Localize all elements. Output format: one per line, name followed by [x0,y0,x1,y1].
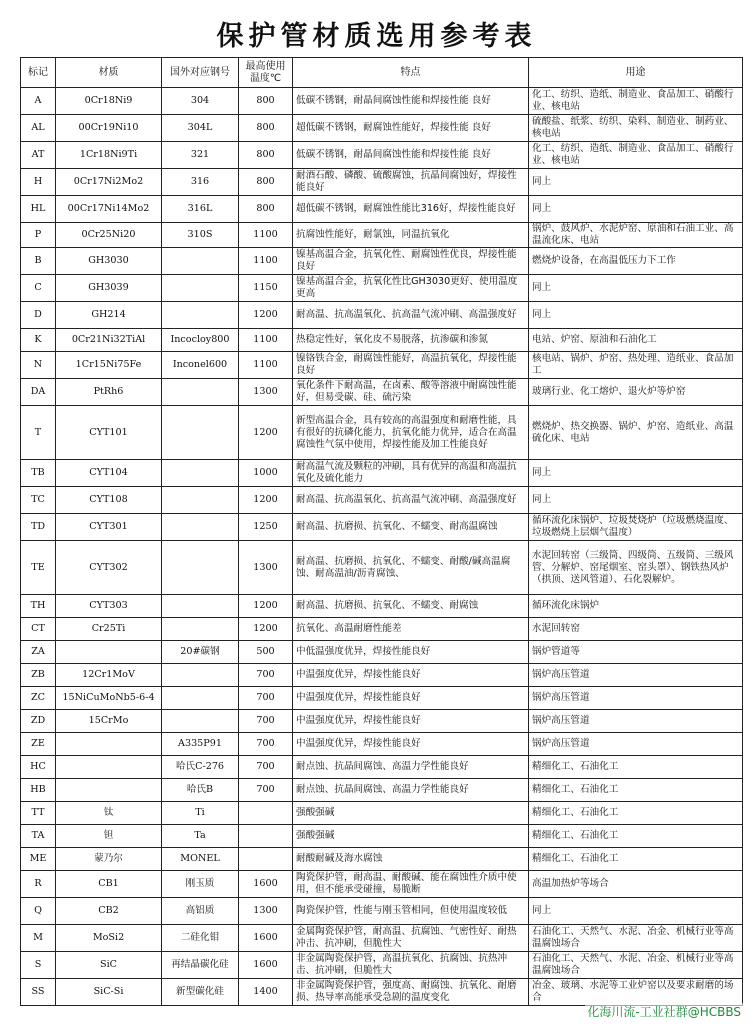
cell-features: 热稳定性好，氧化皮不易脱落，抗渗碳和渗氮 [293,329,529,352]
cell-temp: 1200 [239,618,293,641]
table-row [21,223,743,248]
cell-mark: HB [21,779,56,802]
table-row [21,379,743,406]
cell-foreign: Incocloy800 [162,329,239,352]
cell-foreign: MONEL [162,848,239,871]
cell-foreign [162,710,239,733]
table-row [21,710,743,733]
cell-usage: 精细化工、石油化工 [529,756,743,779]
header-mark: 标记 [21,58,56,88]
cell-features: 耐高温、抗磨损、抗氧化、不蠕变、耐高温腐蚀 [293,514,529,541]
header-features: 特点 [293,58,529,88]
cell-features: 中温强度优异，焊接性能良好 [293,664,529,687]
cell-temp: 700 [239,779,293,802]
cell-material: 00Cr19Ni10 [56,115,162,142]
table-row [21,248,743,275]
cell-features: 中低温强度优异，焊接性能良好 [293,641,529,664]
table-row [21,664,743,687]
cell-usage: 同上 [529,275,743,302]
table-row [21,169,743,196]
cell-temp: 700 [239,733,293,756]
table-row [21,641,743,664]
cell-features: 超低碳不锈钢，耐腐蚀性能好，焊接性能 良好 [293,115,529,142]
cell-foreign [162,664,239,687]
table-row [21,802,743,825]
table-row [21,302,743,329]
cell-foreign [162,406,239,460]
cell-foreign [162,460,239,487]
table-row [21,733,743,756]
cell-foreign: A335P91 [162,733,239,756]
cell-temp: 700 [239,756,293,779]
cell-usage: 燃烧炉设备，在高温低压力下工作 [529,248,743,275]
cell-temp [239,802,293,825]
cell-mark: AL [21,115,56,142]
cell-features: 中温强度优异，焊接性能良好 [293,733,529,756]
cell-usage: 核电站、锅炉、炉窑、热处理、造纸业、食品加工 [529,352,743,379]
cell-usage: 同上 [529,169,743,196]
cell-material: MoSi2 [56,925,162,952]
cell-temp: 1100 [239,223,293,248]
cell-features: 耐酒石酸、磷酸、硫酸腐蚀，抗晶间腐蚀好，焊接性能良好 [293,169,529,196]
cell-foreign: 刚玉质 [162,871,239,898]
cell-foreign [162,618,239,641]
cell-mark: TC [21,487,56,514]
cell-material: 1Cr18Ni9Ti [56,142,162,169]
watermark: 化海川流-工业社群@HCBBS [587,1005,741,1019]
cell-material: CYT302 [56,541,162,595]
cell-material: 12Cr1MoV [56,664,162,687]
cell-usage: 冶金、玻璃、水泥等工业炉窑以及要求耐磨的场合 [529,979,743,1006]
cell-mark: S [21,952,56,979]
cell-usage: 高温加热炉等场合 [529,871,743,898]
table-row [21,275,743,302]
cell-usage: 玻璃行业、化工熔炉、退火炉等炉窑 [529,379,743,406]
cell-features: 镍铬铁合金，耐腐蚀性能好，高温抗氧化，焊接性能良好 [293,352,529,379]
cell-temp [239,825,293,848]
table-row [21,871,743,898]
cell-mark: ME [21,848,56,871]
cell-temp: 1600 [239,952,293,979]
cell-mark: ZE [21,733,56,756]
cell-usage: 精细化工、石油化工 [529,779,743,802]
cell-foreign: 再结晶碳化硅 [162,952,239,979]
cell-material: CYT101 [56,406,162,460]
cell-features: 耐高温、抗高温氧化、抗高温气流冲刷、高温强度好 [293,302,529,329]
cell-material: CYT108 [56,487,162,514]
cell-foreign: 哈氏C-276 [162,756,239,779]
header-usage: 用途 [529,58,743,88]
cell-temp: 1200 [239,595,293,618]
cell-temp: 700 [239,710,293,733]
cell-usage: 同上 [529,196,743,223]
cell-mark: T [21,406,56,460]
cell-mark: K [21,329,56,352]
cell-mark: TH [21,595,56,618]
cell-foreign: 304L [162,115,239,142]
cell-mark: ZA [21,641,56,664]
cell-usage: 锅炉高压管道 [529,664,743,687]
cell-features: 非金属陶瓷保护管，高温抗氧化、抗腐蚀、抗热冲击、抗冲刷，但脆性大 [293,952,529,979]
cell-material: 15CrMo [56,710,162,733]
cell-features: 耐高温、抗高温氧化、抗高温气流冲刷、高温强度好 [293,487,529,514]
cell-temp: 1100 [239,352,293,379]
cell-temp: 800 [239,88,293,115]
cell-temp: 1200 [239,487,293,514]
cell-mark: TB [21,460,56,487]
cell-features: 耐高温、抗磨损、抗氧化、不蠕变、耐腐蚀 [293,595,529,618]
cell-mark: M [21,925,56,952]
cell-temp: 1300 [239,379,293,406]
cell-features: 强酸强碱 [293,802,529,825]
table-row [21,952,743,979]
cell-features: 低碳不锈钢，耐晶间腐蚀性能和焊接性能 良好 [293,142,529,169]
cell-features: 氧化条件下耐高温，在卤素、酸等溶液中耐腐蚀性能好，但易受碳、硅、硫污染 [293,379,529,406]
cell-features: 抗腐蚀性能好，耐氯蚀，同温抗氧化 [293,223,529,248]
cell-material: GH214 [56,302,162,329]
cell-mark: P [21,223,56,248]
cell-features: 耐点蚀、抗晶间腐蚀、高温力学性能良好 [293,756,529,779]
cell-mark: TE [21,541,56,595]
cell-material: 0Cr21Ni32TiAl [56,329,162,352]
table-row [21,115,743,142]
cell-material: SiC [56,952,162,979]
cell-temp: 1200 [239,302,293,329]
cell-material: CYT104 [56,460,162,487]
cell-mark: DA [21,379,56,406]
cell-features: 耐高温气流及颗粒的冲刷，具有优异的高温和高温抗氧化及硫化能力 [293,460,529,487]
table-row [21,979,743,1006]
cell-mark: CT [21,618,56,641]
cell-foreign: Ti [162,802,239,825]
cell-features: 金属陶瓷保护管，耐高温、抗腐蚀、气密性好、耐热冲击、抗冲刷，但脆性大 [293,925,529,952]
cell-material: CYT301 [56,514,162,541]
cell-foreign: 二硅化钼 [162,925,239,952]
cell-foreign: 哈氏B [162,779,239,802]
cell-usage: 水泥回转窑（三级筒、四级筒、五级筒、三级风管、分解炉、窑尾烟室、窑头罩）、钢铁热风炉（拱顶、送风管道）、石化裂解炉。 [529,541,743,595]
cell-mark: ZD [21,710,56,733]
cell-temp: 800 [239,115,293,142]
table-row [21,541,743,595]
cell-usage: 硫酸盐、纸浆、纺织、染料、制造业、制药业、核电站 [529,115,743,142]
cell-temp: 700 [239,664,293,687]
cell-mark: R [21,871,56,898]
cell-temp: 1100 [239,248,293,275]
cell-features: 非金属陶瓷保护管，强度高、耐腐蚀、抗氧化、耐磨损、热导率高能承受急剧的温度变化 [293,979,529,1006]
cell-features: 中温强度优异，焊接性能良好 [293,710,529,733]
cell-temp: 1000 [239,460,293,487]
cell-foreign: 321 [162,142,239,169]
cell-material: 00Cr17Ni14Mo2 [56,196,162,223]
table-row [21,142,743,169]
cell-material: 蒙乃尔 [56,848,162,871]
header-temp: 最高使用温度℃ [239,58,293,88]
table-row [21,460,743,487]
cell-temp: 1250 [239,514,293,541]
cell-features: 超低碳不锈钢，耐腐蚀性能比316好，焊接性能良好 [293,196,529,223]
cell-mark: ZB [21,664,56,687]
cell-temp: 800 [239,142,293,169]
cell-mark: SS [21,979,56,1006]
cell-material [56,733,162,756]
cell-material: 0Cr17Ni2Mo2 [56,169,162,196]
cell-usage: 燃烧炉、热交换器、锅炉、炉窑、造纸业、高温硫化床、电站 [529,406,743,460]
cell-usage: 精细化工、石油化工 [529,802,743,825]
cell-temp: 1600 [239,925,293,952]
cell-features: 耐高温、抗磨损、抗氧化、不蠕变、耐酸/碱高温腐蚀、耐高温油/沥青腐蚀、 [293,541,529,595]
cell-foreign [162,595,239,618]
table-row [21,848,743,871]
table-row [21,487,743,514]
cell-usage: 锅炉、鼓风炉、水泥炉窑、原油和石油工业、高温流化床、电站 [529,223,743,248]
page-title: 保护管材质选用参考表 [216,21,537,52]
cell-foreign: Inconel600 [162,352,239,379]
cell-mark: TT [21,802,56,825]
cell-mark: AT [21,142,56,169]
cell-features: 抗氧化、高温耐磨性能差 [293,618,529,641]
cell-temp: 1200 [239,406,293,460]
cell-usage: 石油化工、天然气、水泥、冶金、机械行业等高温腐蚀场合 [529,925,743,952]
cell-features: 陶瓷保护管，耐高温、耐酸碱、能在腐蚀性介质中使用，但不能承受碰撞，易脆断 [293,871,529,898]
cell-material: 0Cr25Ni20 [56,223,162,248]
cell-material: 15NiCuMoNb5-6-4 [56,687,162,710]
table-row [21,88,743,115]
table-row [21,595,743,618]
cell-features: 新型高温合金，具有较高的高温强度和耐磨性能，具有很好的抗磷化能力，抗氧化能力优异，适合在高温腐蚀性气氛中使用，焊接性能及加工性能良好 [293,406,529,460]
cell-foreign [162,379,239,406]
cell-foreign: 新型碳化硅 [162,979,239,1006]
cell-material: 钽 [56,825,162,848]
header-material: 材质 [56,58,162,88]
cell-usage: 化工、纺织、造纸、制造业、食品加工、硝酸行业、核电站 [529,142,743,169]
cell-material: CYT303 [56,595,162,618]
table-row [21,618,743,641]
cell-temp: 1300 [239,541,293,595]
cell-usage: 锅炉高压管道 [529,710,743,733]
cell-material: PtRh6 [56,379,162,406]
table-row [21,756,743,779]
cell-foreign [162,275,239,302]
cell-mark: HL [21,196,56,223]
cell-mark: H [21,169,56,196]
cell-usage: 同上 [529,898,743,925]
cell-usage: 电站、炉窑、原油和石油化工 [529,329,743,352]
cell-features: 耐酸耐碱及海水腐蚀 [293,848,529,871]
table-row [21,925,743,952]
cell-features: 镍基高温合金，抗氧化性、耐腐蚀性优良，焊接性能良好 [293,248,529,275]
cell-mark: HC [21,756,56,779]
cell-usage: 化工、纺织、造纸、制造业、食品加工、硝酸行业、核电站 [529,88,743,115]
cell-mark: D [21,302,56,329]
cell-temp: 800 [239,169,293,196]
cell-features: 镍基高温合金，抗氧化性比GH3030更好、使用温度更高 [293,275,529,302]
cell-temp: 1150 [239,275,293,302]
cell-mark: TD [21,514,56,541]
cell-foreign [162,487,239,514]
cell-foreign: 316L [162,196,239,223]
cell-temp: 500 [239,641,293,664]
table-row [21,779,743,802]
cell-mark: A [21,88,56,115]
cell-foreign [162,302,239,329]
cell-foreign: Ta [162,825,239,848]
cell-usage: 锅炉管道等 [529,641,743,664]
cell-features: 耐点蚀、抗晶间腐蚀、高温力学性能良好 [293,779,529,802]
cell-mark: ZC [21,687,56,710]
table-header-row [21,58,743,88]
cell-mark: Q [21,898,56,925]
material-table [20,57,743,1006]
cell-temp: 1300 [239,898,293,925]
table-row [21,898,743,925]
cell-material: 0Cr18Ni9 [56,88,162,115]
cell-material: 钛 [56,802,162,825]
cell-usage: 循环流化床锅炉、垃圾焚烧炉（垃圾燃烧温度、垃圾燃烧上层烟气温度） [529,514,743,541]
cell-foreign [162,687,239,710]
cell-mark: N [21,352,56,379]
cell-temp: 800 [239,196,293,223]
cell-usage: 循环流化床锅炉 [529,595,743,618]
cell-material: CB1 [56,871,162,898]
cell-usage: 精细化工、石油化工 [529,825,743,848]
cell-usage: 同上 [529,487,743,514]
cell-foreign: 20#碳钢 [162,641,239,664]
cell-usage: 精细化工、石油化工 [529,848,743,871]
header-foreign: 国外对应钢号 [162,58,239,88]
cell-features: 低碳不锈钢，耐晶间腐蚀性能和焊接性能 良好 [293,88,529,115]
cell-usage: 同上 [529,302,743,329]
cell-temp: 1600 [239,871,293,898]
cell-material [56,779,162,802]
cell-usage: 石油化工、天然气、水泥、冶金、机械行业等高温腐蚀场合 [529,952,743,979]
table-row [21,406,743,460]
cell-foreign: 304 [162,88,239,115]
cell-mark: TA [21,825,56,848]
table-row [21,825,743,848]
cell-mark: B [21,248,56,275]
cell-foreign: 高铝质 [162,898,239,925]
cell-material: 1Cr15Ni75Fe [56,352,162,379]
cell-material [56,756,162,779]
cell-material: GH3039 [56,275,162,302]
cell-material: Cr25Ti [56,618,162,641]
cell-usage: 锅炉高压管道 [529,733,743,756]
table-row [21,196,743,223]
cell-features: 中温强度优异，焊接性能良好 [293,687,529,710]
cell-mark: C [21,275,56,302]
cell-foreign: 310S [162,223,239,248]
cell-material: GH3030 [56,248,162,275]
cell-usage: 同上 [529,460,743,487]
cell-foreign: 316 [162,169,239,196]
cell-foreign [162,541,239,595]
cell-temp: 1400 [239,979,293,1006]
cell-temp [239,848,293,871]
table-row [21,352,743,379]
table-row [21,687,743,710]
cell-material [56,641,162,664]
cell-material: SiC-Si [56,979,162,1006]
cell-temp: 1100 [239,329,293,352]
cell-foreign [162,514,239,541]
table-row [21,329,743,352]
cell-features: 陶瓷保护管，性能与刚玉管相同，但使用温度较低 [293,898,529,925]
cell-usage: 锅炉高压管道 [529,687,743,710]
cell-material: CB2 [56,898,162,925]
cell-features: 强酸强碱 [293,825,529,848]
cell-temp: 700 [239,687,293,710]
table-row [21,514,743,541]
cell-foreign [162,248,239,275]
cell-usage: 水泥回转窑 [529,618,743,641]
